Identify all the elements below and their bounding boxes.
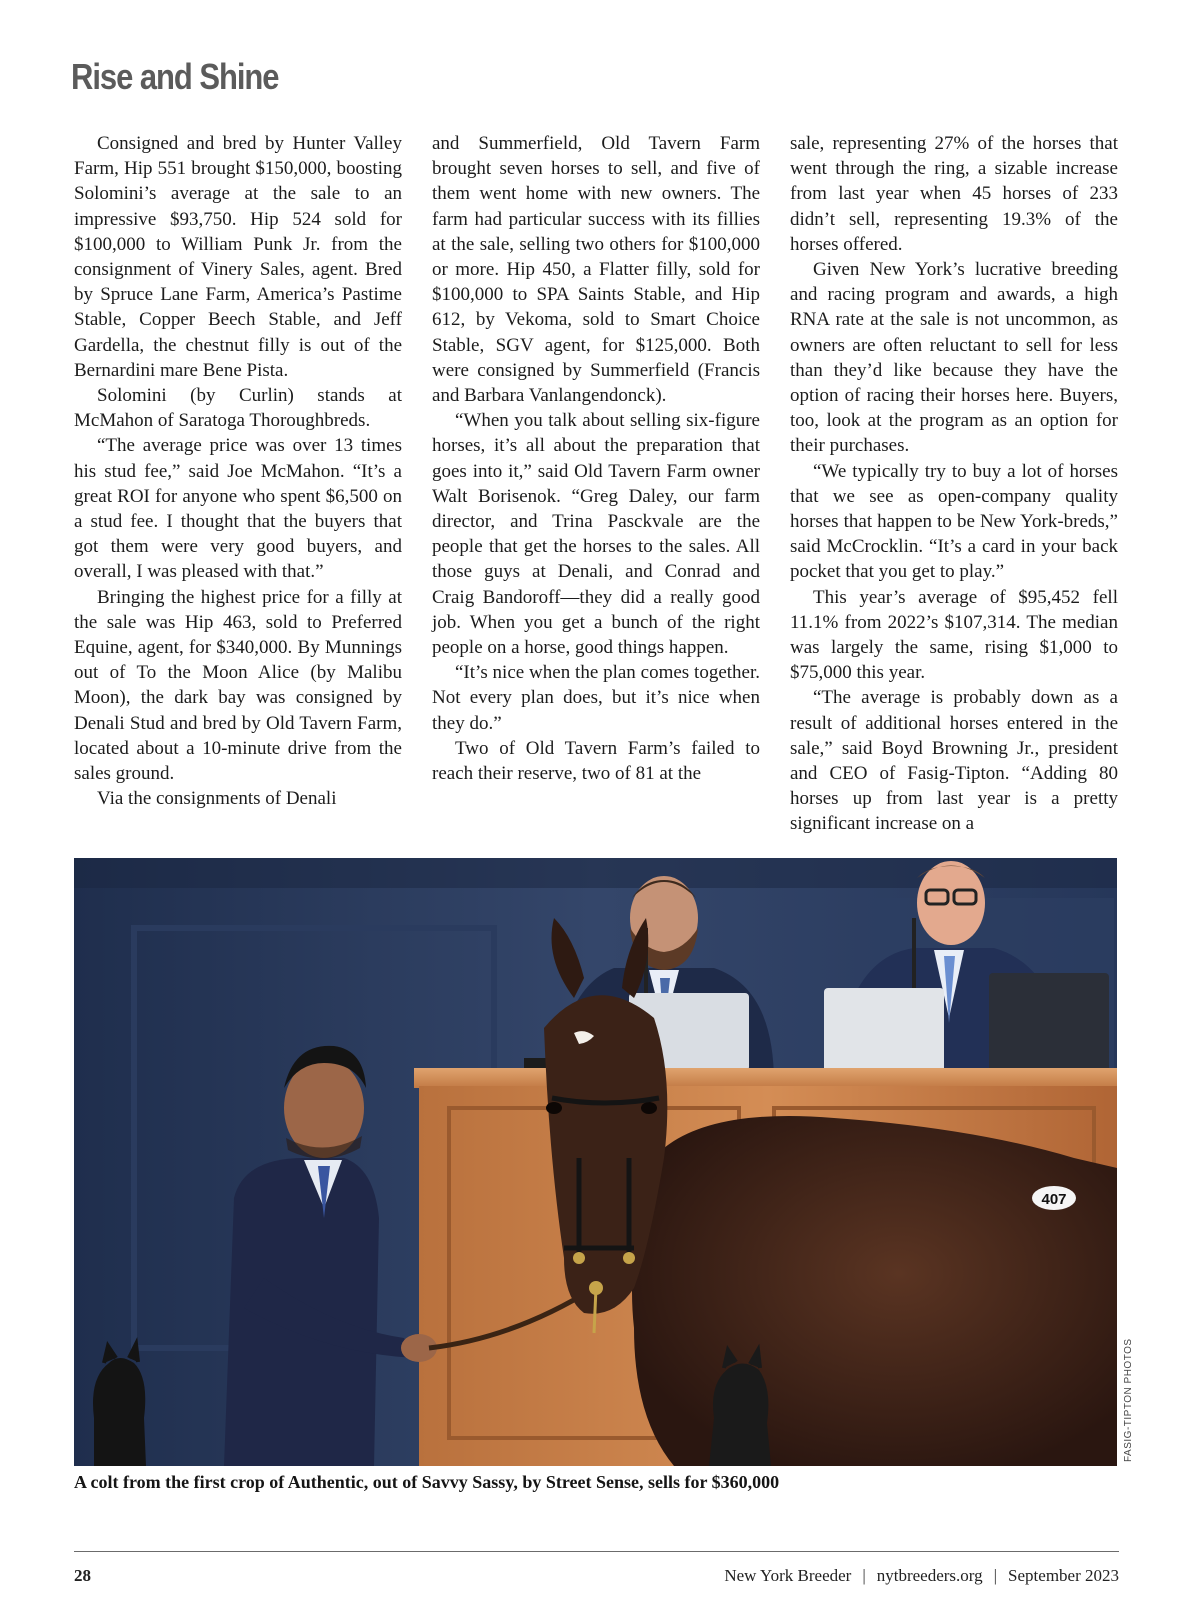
footer-publication-info	[724, 1566, 1119, 1586]
article-paragraph: “The average price was over 13 times his stud fee,” said Joe McMahon. “It’s a great ROI for anyone who spent $6,500 on a stud fee. I thought that the buyers that got them were very good buyers, and overall, I was pleased with that.”	[74, 435, 402, 583]
article-paragraph: “It’s nice when the plan comes together. Not every plan does, but it’s nice when they do.”	[432, 662, 760, 734]
article-paragraph: Via the consignments of Denali	[97, 788, 337, 810]
article-paragraph: Consigned and bred by Hunter Valley Farm, Hip 551 brought $150,000, boosting Solomini’s average at the sale to an impressive $93,750. Hip 524 sold for $100,000 to William Punk Jr. from the consignment of Vinery Sales, agent. Bred by Spruce Lane Farm, America’s Pastime Stable, Copper Beech Stable, and Jeff Gardella, the chestnut filly is out of the Bernardini mare Bene Pista.	[74, 133, 402, 381]
publication-name: New York Breeder	[724, 1566, 852, 1585]
article-paragraph: and Summerfield, Old Tavern Farm brought seven horses to sell, and five of them went home with new owners. The farm had particular success with its fillies at the sale, selling two others for $100,000 or more. Hip 450, a Flatter filly, sold for $100,000 to SPA Saints Stable, and Hip 612, by Vekoma, sold to Smart Choice Stable, SGV agent, for $125,000. Both were consigned by Summerfield (Francis and Barbara Vanlangendonck).	[432, 133, 760, 407]
article-paragraph: sale, representing 27% of the horses that went through the ring, a sizable increase from last year when 45 horses of 233 didn’t sell, representing 19.3% of the horses offered.	[790, 133, 1118, 255]
photo-credit: FASIG-TIPTON PHOTOS	[1123, 1338, 1134, 1462]
article-body	[74, 131, 1119, 846]
auction-scene-illustration	[74, 858, 1117, 1466]
auction-photo	[74, 858, 1117, 1466]
hip-number: 407	[1041, 1191, 1067, 1208]
article-paragraph: “The average is probably down as a result of additional horses entered in the sale,” said Boyd Browning Jr., president and CEO of Fasig-Tipton. “Adding 80 horses up from last year is a pretty significant increase on a	[790, 687, 1118, 835]
article-paragraph: Bringing the highest price for a filly at the sale was Hip 463, sold to Preferred Equine, agent, for $340,000. By Munnings out of To the Moon Alice (by Malibu Moon), the dark bay was consigned by Denali Stud and bred by Old Tavern Farm, located about a 10-minute drive from the sales ground.	[74, 586, 402, 785]
article-paragraph: This year’s average of $95,452 fell 11.1% from 2022’s $107,314. The median was largely the same, rising $1,000 to $75,000 this year.	[790, 586, 1118, 684]
article-paragraph: Given New York’s lucrative breeding and racing program and awards, a high RNA rate at the sale is not uncommon, as owners are often reluctant to sell for less than they’d like because they have the option of racing their horses here. Buyers, too, look at the program as an option for their purchases.	[790, 259, 1118, 457]
article-paragraph: “We typically try to buy a lot of horses that we see as open-company quality horses that happen to be New York-breds,” said McCrocklin. “It’s a card in your back pocket that you get to play.”	[790, 460, 1118, 583]
article-paragraph: Two of Old Tavern Farm’s failed to reach their reserve, two of 81 at the	[432, 737, 760, 785]
column-2	[432, 131, 760, 846]
issue-date: September 2023	[1008, 1566, 1119, 1585]
article-paragraph: Solomini (by Curlin) stands at McMahon of Saratoga Thoroughbreds.	[74, 385, 402, 432]
photo-caption: A colt from the first crop of Authentic, out of Savvy Sassy, by Street Sense, sells for $360,000	[74, 1472, 780, 1492]
column-1	[74, 131, 402, 846]
website-link[interactable]: nytbreeders.org	[876, 1566, 983, 1585]
footer-divider	[74, 1551, 1119, 1552]
hip-number-sticker	[1032, 1186, 1076, 1210]
page-number: 28	[74, 1566, 91, 1585]
footer-separator: |	[862, 1566, 866, 1585]
column-3	[790, 131, 1118, 846]
section-title: Rise and Shine	[71, 56, 279, 97]
article-paragraph: “When you talk about selling six-figure horses, it’s all about the preparation that goes into it,” said Old Tavern Farm owner Walt Borisenok. “Greg Daley, our farm director, and Trina Pasckvale are the people that get the horses to the sales. All those guys at Denali, and Conrad and Craig Bandoroff—they did a really good job. When you get a bunch of the right people on a horse, good things happen.	[432, 410, 760, 659]
footer-separator: |	[993, 1566, 998, 1585]
